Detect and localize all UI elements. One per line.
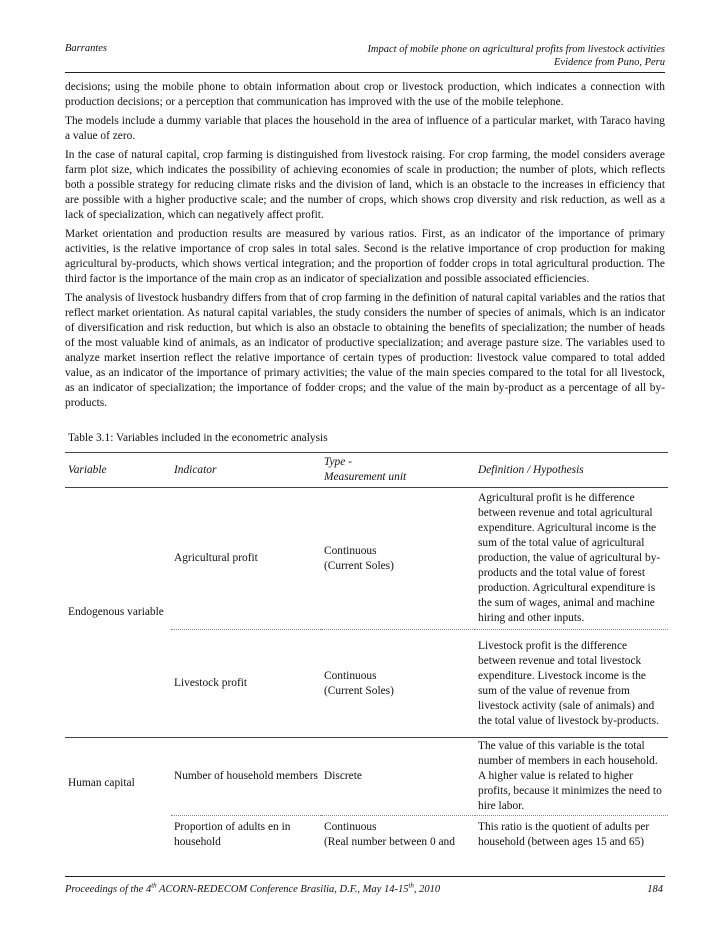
cell-type-line1: Continuous [324,669,377,682]
col-header-type [321,453,475,488]
cell-definition: Agricultural profit is he difference between revenue and total agricultural expenditure. Agricultural income is the sum of the total value of agricultural production, the value of agricultural by-products and the total value of forest production. Agricultural expenditure is the sum of wages, animal and machine hiring and other inputs. [475,488,668,630]
cell-indicator: Livestock profit [171,630,321,738]
cell-type-line1: Continuous [324,544,377,557]
footer-sup-a: th [151,881,157,890]
footer-citation [65,881,441,895]
cell-type [321,630,475,738]
cell-type-line1: Discrete [324,770,362,782]
cell-variable: Human capital [68,777,135,789]
footer-text-a: Proceedings of the 4 [65,884,152,895]
col-header-type-line2: Measurement unit [324,471,407,483]
running-head-title [367,43,665,69]
running-head-title-line1: Impact of mobile phone on agricultural profits from livestock activities [367,44,665,55]
table-header-row [65,453,668,488]
paragraph: The models include a dummy variable that places the household in the area of influence of a particular market, with Taraco having a value of zero. [65,115,665,142]
cell-type [321,738,475,816]
col-header-type-line1: Type - [324,456,352,468]
running-head-title-line2: Evidence from Puno, Peru [554,57,665,68]
paragraph: In the case of natural capital, crop farming is distinguished from livestock raising. For crop farming, the model considers average farm plot size, which indicates the possibility of achieving economies of scale in production; the number of plots, which reflects both a possible strategy for reducing climate risks and the division of land, which is an obstacle to the increases in efficiency that are possible with a higher productive scale; and the number of crops, which shows crop diversity and risk reduction, as well as a lack of specialization, which can negatively affect profit. [65,149,665,221]
paragraph: Market orientation and production results are measured by various ratios. First, as an indicator of the importance of primary activities, is the relative importance of crop sales in total sales. Second is the relative importance of crop production for making agricultural by-products, which shows vertical integration; and the proportion of fodder crops in total agricultural production. The third factor is the importance of the main crop as an indicator of specialization and possible associated efficiencies. [65,228,665,285]
cell-type-line2: (Real number between 0 and [324,836,455,848]
cell-indicator: Agricultural profit [171,488,321,630]
paragraph: decisions; using the mobile phone to obtain information about crop or livestock production, which indicates a connection with production decisions; or a perception that communication has improved with the use of the mobile telephone. [65,81,665,108]
col-header-definition: Definition / Hypothesis [475,453,668,488]
cell-type-line2: (Current Soles) [324,559,394,572]
cell-definition: The value of this variable is the total number of members in each household. A higher value is related to higher profits, because it minimizes the need to hire labor. [475,738,668,816]
col-header-variable: Variable [65,453,171,488]
table-row [65,488,668,630]
cell-definition: This ratio is the quotient of adults per household (between ages 15 and 65) [478,821,650,848]
cell-definition: Livestock profit is the difference between revenue and total livestock expenditure. Livestock income is the sum of the value of revenue from livestock activity (sale of animals) and the total value of livestock by-products. [475,630,668,738]
cell-type-line1: Continuous [324,821,377,833]
cell-type [321,816,475,852]
paragraph: The analysis of livestock husbandry differs from that of crop farming in the definition of natural capital variables and the ratios that reflect market orientation. As natural capital variables, the study considers the number of species of animals, which is an indicator of diversification and risk reduction, but which is also an obstacle to obtaining the benefits of specialization; the number of heads of the most valuable kind of animals, as an indicator of productive specialization; and average pasture size. The variables used to analyze market insertion reflect the relative importance of certain types of production: livestock value compared to total added value, as an indicator of the importance of primary activities; the value of the main species compared to the total for all livestock, as an indicator of specialization; the importance of fodder crops; and the value of the main by-product as a percentage of all by-products. [65,292,665,409]
cell-variable: Endogenous variable [65,488,171,738]
variables-table [65,452,668,851]
cell-type-line2: (Current Soles) [324,684,394,697]
cell-indicator: Proportion of adults en in household [174,821,291,848]
col-header-indicator: Indicator [171,453,321,488]
footer-rule [65,876,665,877]
footer-sup-b: th [408,881,414,890]
cell-type [321,488,475,630]
cell-indicator: Number of household members [171,738,321,816]
table-caption: Table 3.1: Variables included in the econometric analysis [68,432,328,444]
table-row [65,738,668,816]
body-text [65,80,665,415]
running-head-author: Barrantes [65,43,107,54]
footer-text-c: , 2010 [413,884,441,895]
header-rule [65,72,665,73]
footer-text-b: ACORN-REDECOM Conference Brasilia, D.F., May 14-15 [156,884,409,895]
page-number: 184 [647,884,663,895]
